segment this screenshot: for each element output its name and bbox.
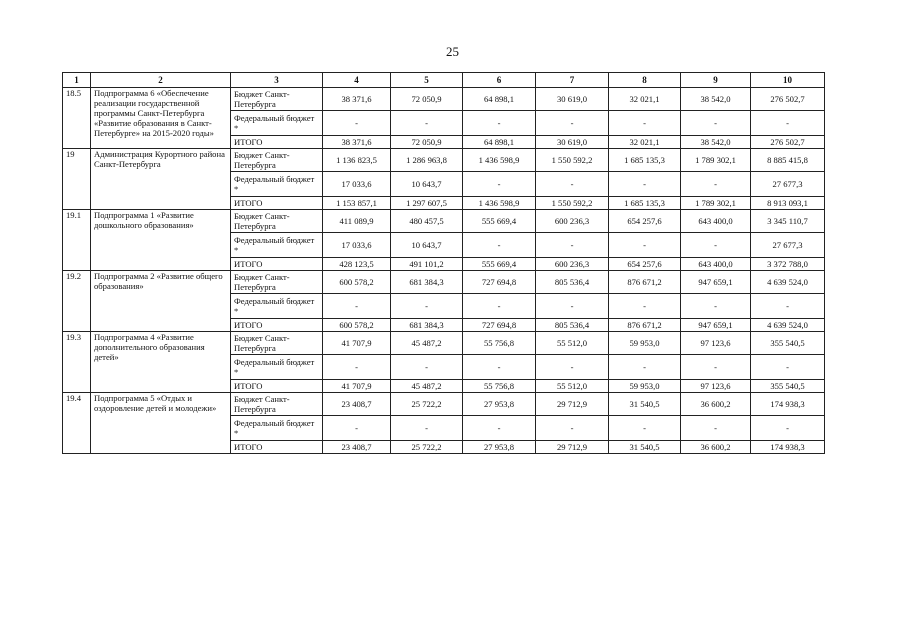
value-cell: -: [323, 355, 391, 380]
value-cell: 23 408,7: [323, 393, 391, 416]
row-index: 18.5: [63, 88, 91, 149]
value-cell: 55 756,8: [463, 332, 536, 355]
value-cell: 55 756,8: [463, 380, 536, 393]
value-cell: 1 685 135,3: [609, 149, 681, 172]
value-cell: -: [609, 111, 681, 136]
value-cell: 64 898,1: [463, 88, 536, 111]
value-cell: 643 400,0: [681, 210, 751, 233]
value-cell: 428 123,5: [323, 258, 391, 271]
value-cell: 1 789 302,1: [681, 149, 751, 172]
value-cell: -: [323, 416, 391, 441]
value-cell: -: [463, 233, 536, 258]
value-cell: -: [323, 294, 391, 319]
value-cell: 947 659,1: [681, 271, 751, 294]
value-cell: 72 050,9: [391, 88, 463, 111]
value-cell: -: [609, 416, 681, 441]
value-cell: 97 123,6: [681, 380, 751, 393]
value-cell: -: [323, 111, 391, 136]
value-cell: 38 542,0: [681, 136, 751, 149]
value-cell: 29 712,9: [536, 441, 609, 454]
value-cell: 27 953,8: [463, 393, 536, 416]
value-cell: -: [463, 172, 536, 197]
value-cell: 805 536,4: [536, 271, 609, 294]
column-header: 2: [91, 73, 231, 88]
value-cell: 355 540,5: [751, 332, 825, 355]
funding-source: ИТОГО: [231, 258, 323, 271]
funding-source: ИТОГО: [231, 441, 323, 454]
value-cell: -: [536, 233, 609, 258]
row-index: 19.4: [63, 393, 91, 454]
value-cell: 31 540,5: [609, 393, 681, 416]
budget-row: [63, 271, 825, 294]
value-cell: 38 371,6: [323, 88, 391, 111]
column-header: 6: [463, 73, 536, 88]
value-cell: -: [536, 111, 609, 136]
value-cell: 45 487,2: [391, 380, 463, 393]
value-cell: 876 671,2: [609, 271, 681, 294]
value-cell: -: [463, 416, 536, 441]
funding-source: ИТОГО: [231, 136, 323, 149]
value-cell: -: [536, 355, 609, 380]
value-cell: 1 436 598,9: [463, 149, 536, 172]
value-cell: 97 123,6: [681, 332, 751, 355]
value-cell: -: [536, 172, 609, 197]
value-cell: 32 021,1: [609, 88, 681, 111]
value-cell: 805 536,4: [536, 319, 609, 332]
value-cell: 36 600,2: [681, 393, 751, 416]
budget-row: [63, 88, 825, 111]
value-cell: 276 502,7: [751, 88, 825, 111]
value-cell: -: [391, 294, 463, 319]
value-cell: 643 400,0: [681, 258, 751, 271]
value-cell: -: [536, 294, 609, 319]
value-cell: -: [391, 416, 463, 441]
value-cell: -: [391, 355, 463, 380]
value-cell: 8 913 093,1: [751, 197, 825, 210]
value-cell: 41 707,9: [323, 332, 391, 355]
value-cell: 36 600,2: [681, 441, 751, 454]
funding-source: Федеральный бюджет *: [231, 233, 323, 258]
column-header: 1: [63, 73, 91, 88]
value-cell: 25 722,2: [391, 441, 463, 454]
value-cell: 1 297 607,5: [391, 197, 463, 210]
value-cell: 8 885 415,8: [751, 149, 825, 172]
value-cell: 4 639 524,0: [751, 319, 825, 332]
value-cell: 276 502,7: [751, 136, 825, 149]
budget-row: [63, 332, 825, 355]
funding-source: ИТОГО: [231, 197, 323, 210]
funding-source: Федеральный бюджет *: [231, 355, 323, 380]
program-name: Подпрограмма 2 «Развитие общего образования»: [91, 271, 231, 332]
column-header: 8: [609, 73, 681, 88]
column-header: 10: [751, 73, 825, 88]
value-cell: 27 953,8: [463, 441, 536, 454]
program-name: Подпрограмма 1 «Развитие дошкольного образования»: [91, 210, 231, 271]
value-cell: 64 898,1: [463, 136, 536, 149]
value-cell: -: [751, 355, 825, 380]
value-cell: 411 089,9: [323, 210, 391, 233]
value-cell: 3 345 110,7: [751, 210, 825, 233]
value-cell: 355 540,5: [751, 380, 825, 393]
value-cell: -: [681, 294, 751, 319]
value-cell: 3 372 788,0: [751, 258, 825, 271]
program-name: Подпрограмма 6 «Обеспечение реализации государственной программы Санкт-Петербурга «Развитие образования в Санкт-Петербурге» на 2015-2020 годы»: [91, 88, 231, 149]
value-cell: 491 101,2: [391, 258, 463, 271]
value-cell: -: [463, 111, 536, 136]
funding-source: Бюджет Санкт-Петербурга: [231, 149, 323, 172]
value-cell: 174 938,3: [751, 393, 825, 416]
value-cell: 59 953,0: [609, 380, 681, 393]
value-cell: 45 487,2: [391, 332, 463, 355]
value-cell: 72 050,9: [391, 136, 463, 149]
value-cell: 41 707,9: [323, 380, 391, 393]
value-cell: 30 619,0: [536, 88, 609, 111]
value-cell: 31 540,5: [609, 441, 681, 454]
value-cell: 1 136 823,5: [323, 149, 391, 172]
value-cell: 1 153 857,1: [323, 197, 391, 210]
value-cell: 38 542,0: [681, 88, 751, 111]
value-cell: 1 789 302,1: [681, 197, 751, 210]
row-index: 19.2: [63, 271, 91, 332]
value-cell: 600 578,2: [323, 319, 391, 332]
funding-source: ИТОГО: [231, 380, 323, 393]
value-cell: 654 257,6: [609, 258, 681, 271]
value-cell: -: [681, 111, 751, 136]
value-cell: 29 712,9: [536, 393, 609, 416]
value-cell: 1 436 598,9: [463, 197, 536, 210]
value-cell: -: [681, 355, 751, 380]
funding-source: Федеральный бюджет *: [231, 416, 323, 441]
value-cell: 174 938,3: [751, 441, 825, 454]
value-cell: 681 384,3: [391, 271, 463, 294]
funding-source: Федеральный бюджет *: [231, 111, 323, 136]
value-cell: 555 669,4: [463, 210, 536, 233]
column-header: 4: [323, 73, 391, 88]
value-cell: 654 257,6: [609, 210, 681, 233]
value-cell: 30 619,0: [536, 136, 609, 149]
funding-source: Федеральный бюджет *: [231, 172, 323, 197]
budget-row: [63, 393, 825, 416]
row-index: 19.1: [63, 210, 91, 271]
table-body: [63, 88, 825, 454]
value-cell: -: [681, 416, 751, 441]
row-index: 19: [63, 149, 91, 210]
value-cell: -: [536, 416, 609, 441]
value-cell: 10 643,7: [391, 172, 463, 197]
value-cell: -: [609, 172, 681, 197]
header-row: [63, 73, 825, 88]
budget-row: [63, 149, 825, 172]
funding-source: ИТОГО: [231, 319, 323, 332]
value-cell: 600 578,2: [323, 271, 391, 294]
value-cell: 947 659,1: [681, 319, 751, 332]
value-cell: 25 722,2: [391, 393, 463, 416]
value-cell: 23 408,7: [323, 441, 391, 454]
funding-source: Федеральный бюджет *: [231, 294, 323, 319]
value-cell: 10 643,7: [391, 233, 463, 258]
value-cell: 32 021,1: [609, 136, 681, 149]
value-cell: 600 236,3: [536, 258, 609, 271]
funding-source: Бюджет Санкт-Петербурга: [231, 332, 323, 355]
program-name: Администрация Курортного района Санкт-Петербурга: [91, 149, 231, 210]
value-cell: -: [391, 111, 463, 136]
value-cell: -: [751, 294, 825, 319]
value-cell: 1 550 592,2: [536, 197, 609, 210]
value-cell: 727 694,8: [463, 271, 536, 294]
value-cell: 480 457,5: [391, 210, 463, 233]
value-cell: 17 033,6: [323, 233, 391, 258]
value-cell: 1 550 592,2: [536, 149, 609, 172]
column-header: 3: [231, 73, 323, 88]
funding-source: Бюджет Санкт-Петербурга: [231, 88, 323, 111]
value-cell: -: [463, 294, 536, 319]
value-cell: -: [463, 355, 536, 380]
value-cell: 59 953,0: [609, 332, 681, 355]
value-cell: -: [609, 233, 681, 258]
value-cell: 55 512,0: [536, 332, 609, 355]
value-cell: 600 236,3: [536, 210, 609, 233]
value-cell: -: [681, 172, 751, 197]
value-cell: 55 512,0: [536, 380, 609, 393]
value-cell: 38 371,6: [323, 136, 391, 149]
value-cell: 876 671,2: [609, 319, 681, 332]
program-name: Подпрограмма 5 «Отдых и оздоровление детей и молодежи»: [91, 393, 231, 454]
value-cell: 17 033,6: [323, 172, 391, 197]
value-cell: -: [751, 416, 825, 441]
value-cell: -: [681, 233, 751, 258]
row-index: 19.3: [63, 332, 91, 393]
page-number: 25: [446, 44, 459, 59]
value-cell: 555 669,4: [463, 258, 536, 271]
value-cell: 4 639 524,0: [751, 271, 825, 294]
funding-source: Бюджет Санкт-Петербурга: [231, 393, 323, 416]
value-cell: 1 286 963,8: [391, 149, 463, 172]
column-header: 7: [536, 73, 609, 88]
budget-table: [62, 72, 825, 454]
column-header: 5: [391, 73, 463, 88]
value-cell: -: [609, 294, 681, 319]
funding-source: Бюджет Санкт-Петербурга: [231, 271, 323, 294]
funding-source: Бюджет Санкт-Петербурга: [231, 210, 323, 233]
program-name: Подпрограмма 4 «Развитие дополнительного образования детей»: [91, 332, 231, 393]
value-cell: -: [609, 355, 681, 380]
value-cell: 681 384,3: [391, 319, 463, 332]
value-cell: 27 677,3: [751, 172, 825, 197]
column-header: 9: [681, 73, 751, 88]
budget-row: [63, 210, 825, 233]
value-cell: -: [751, 111, 825, 136]
value-cell: 1 685 135,3: [609, 197, 681, 210]
value-cell: 727 694,8: [463, 319, 536, 332]
value-cell: 27 677,3: [751, 233, 825, 258]
